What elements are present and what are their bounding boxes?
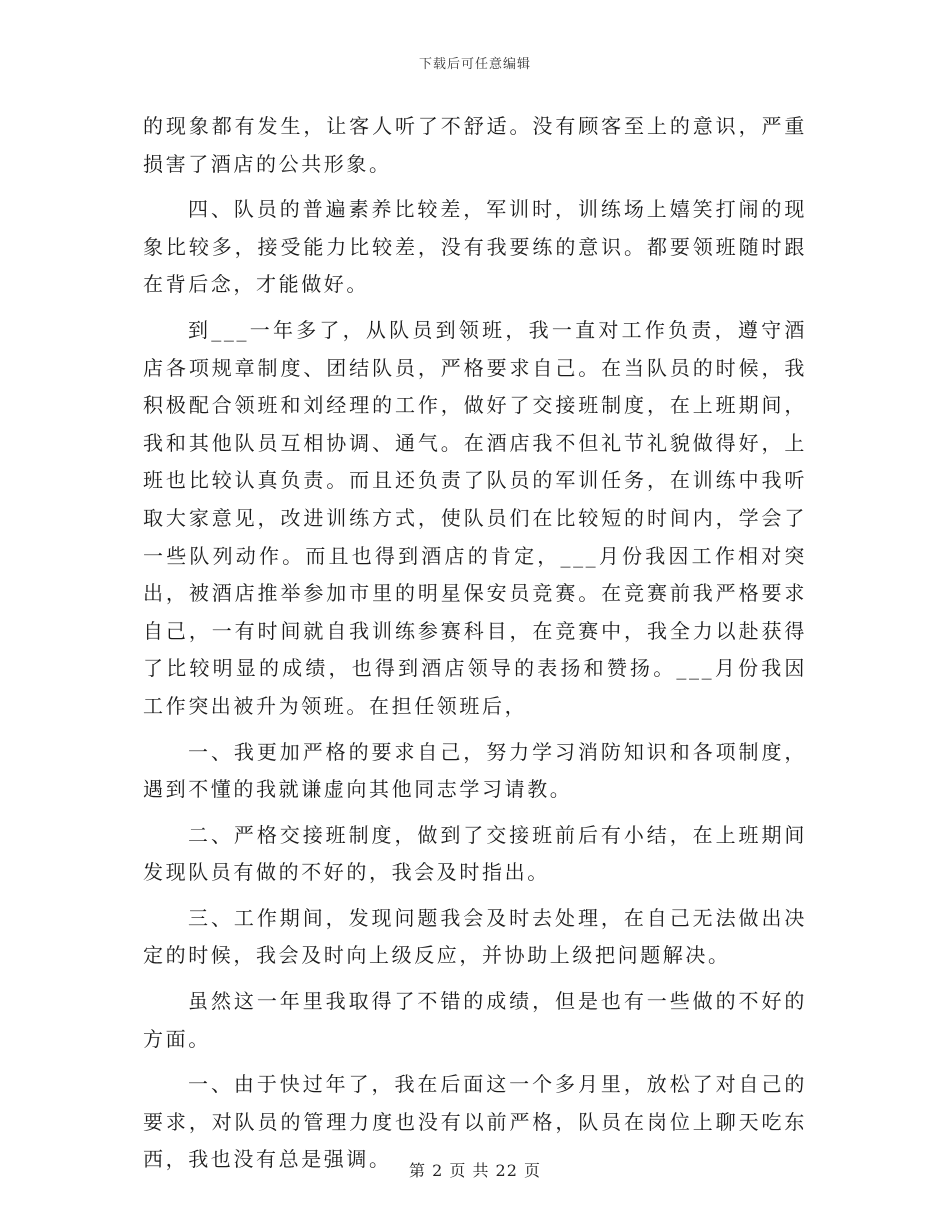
page-header: 下载后可任意编辑 xyxy=(418,57,531,72)
paragraph-4: 一、我更加严格的要求自己，努力学习消防知识和各项制度，遇到不懂的我就谦虚向其他同志学习请教。 xyxy=(143,739,807,802)
page-number: 第 2 页 共 22 页 xyxy=(409,1161,541,1180)
document-body xyxy=(143,108,807,1187)
paragraph-5: 二、严格交接班制度，做到了交接班前后有小结，在上班期间发现队员有做的不好的，我会及时指出。 xyxy=(143,822,807,885)
paragraph-3: 到___一年多了，从队员到领班，我一直对工作负责，遵守酒店各项规章制度、团结队员，严格要求自己。在当队员的时候，我积极配合领班和刘经理的工作，做好了交接班制度，在上班期间，我和其他队员互相协调、通气。在酒店我不但礼节礼貌做得好，上班也比较认真负责。而且还负责了队员的军训任务，在训练中我听取大家意见，改进训练方式，使队员们在比较短的时间内，学会了一些队列动作。而且也得到酒店的肯定，___月份我因工作相对突出，被酒店推举参加市里的明星保安员竞赛。在竞赛前我严格要求自己，一有时间就自我训练参赛科目，在竞赛中，我全力以赴获得了比较明显的成绩，也得到酒店领导的表扬和赞扬。___月份我因工作突出被升为领班。在担任领班后， xyxy=(143,317,807,718)
paragraph-8: 一、由于快过年了，我在后面这一个多月里，放松了对自己的要求，对队员的管理力度也没有以前严格，队员在岗位上聊天吃东西，我也没有总是强调。 xyxy=(143,1072,807,1172)
paragraph-2: 四、队员的普遍素养比较差，军训时，训练场上嬉笑打闹的现象比较多，接受能力比较差，没有我要练的意识。都要领班随时跟在背后念，才能做好。 xyxy=(143,197,807,297)
paragraph-1: 的现象都有发生，让客人听了不舒适。没有顾客至上的意识，严重损害了酒店的公共形象。 xyxy=(143,114,807,176)
paragraph-6: 三、工作期间，发现问题我会及时去处理，在自己无法做出决定的时候，我会及时向上级反应，并协助上级把问题解决。 xyxy=(143,905,807,968)
paragraph-7: 虽然这一年里我取得了不错的成绩，但是也有一些做的不好的方面。 xyxy=(143,989,807,1051)
